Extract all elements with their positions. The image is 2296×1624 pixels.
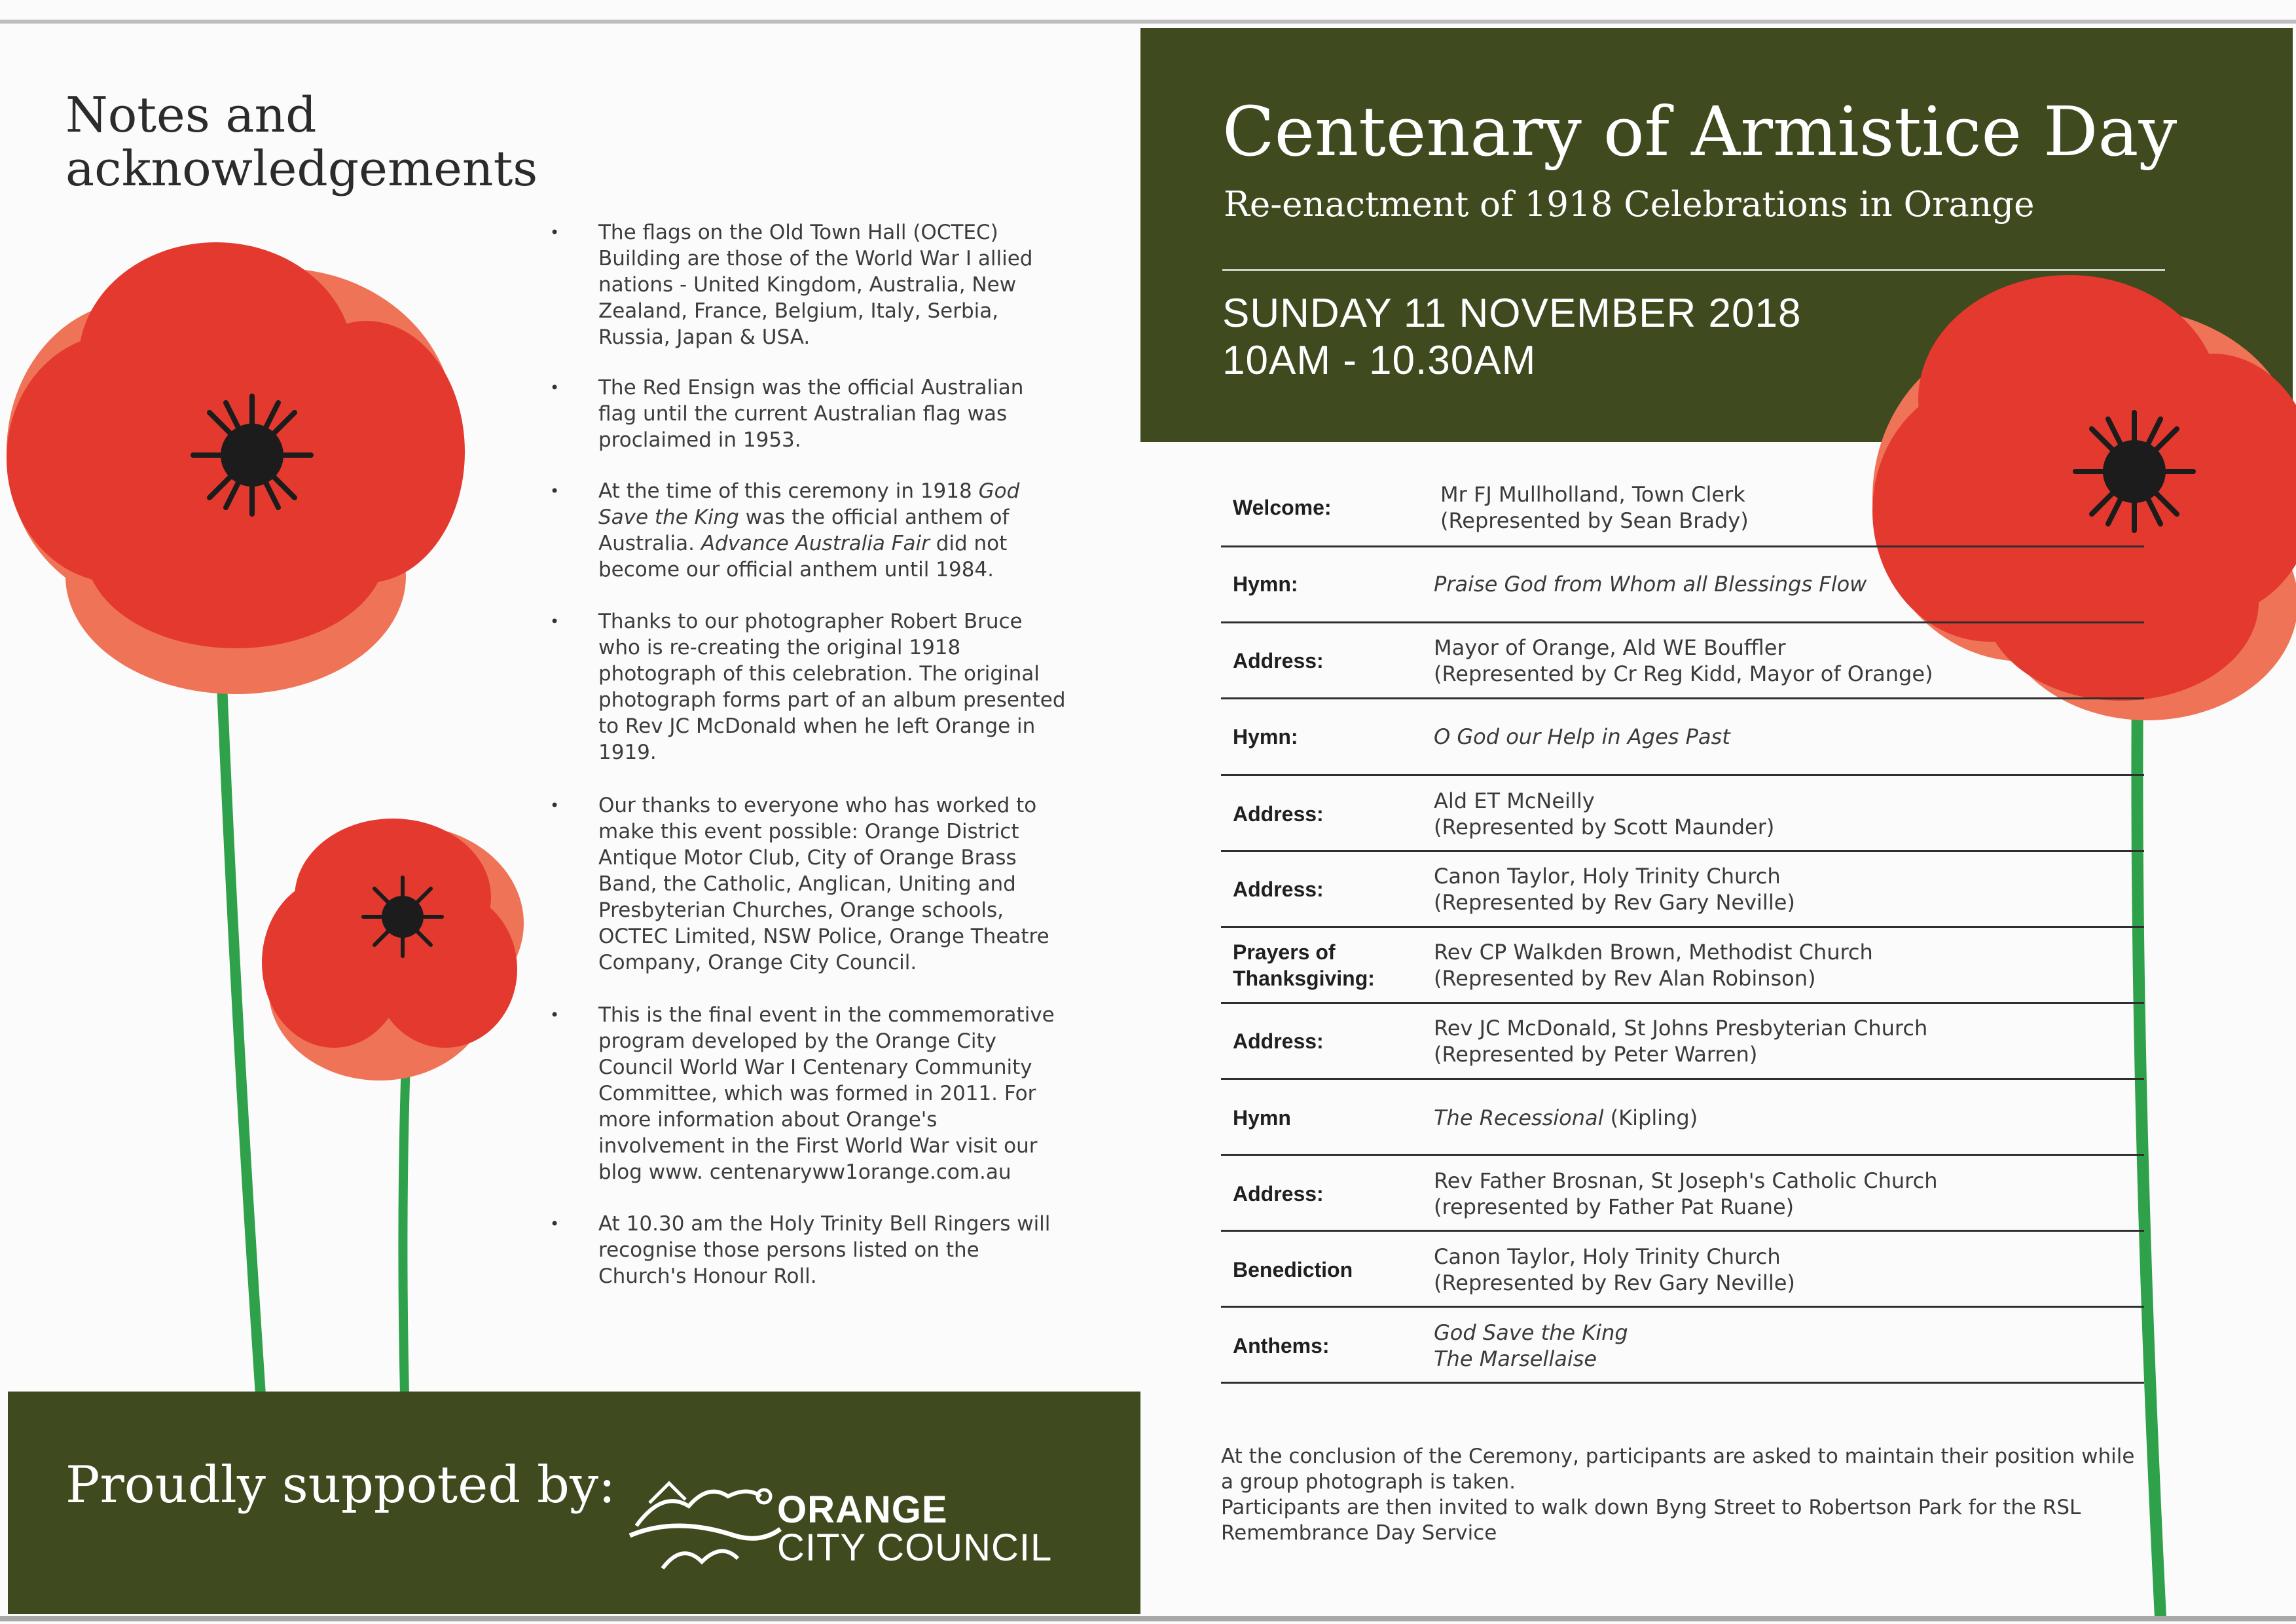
- conclusion-note: [1221, 1444, 2138, 1546]
- program-label: Address:: [1233, 877, 1324, 901]
- program-label: [1233, 939, 1375, 991]
- program-label: Hymn: [1233, 1106, 1291, 1130]
- event-datetime: [1222, 290, 1801, 384]
- note-anthem-name: Advance Australia Fair: [701, 532, 930, 555]
- program-detail: [1434, 724, 1730, 750]
- orange-city-council-logo-icon: [623, 1470, 787, 1575]
- program-label: Address:: [1233, 1182, 1324, 1206]
- program-label: Hymn:: [1233, 725, 1298, 748]
- program-row: [1221, 1004, 2144, 1080]
- program-detail-title: The Recessional: [1434, 1105, 1604, 1130]
- program-detail-line-2: The Marsellaise: [1434, 1346, 1597, 1371]
- program-row: [1221, 623, 2144, 699]
- program-detail-line-1: Ald ET McNeilly: [1434, 788, 1595, 813]
- council-name-line-1: ORANGE: [777, 1488, 948, 1531]
- conclusion-line-1: At the conclusion of the Ceremony, participants are asked to maintain their position while a group photograph is taken.: [1221, 1445, 2135, 1494]
- program-label: Address:: [1233, 649, 1324, 673]
- note-anthem-name: God Save the King: [598, 479, 1020, 529]
- program-detail-line-1: Mr FJ Mullholland, Town Clerk: [1440, 482, 1745, 507]
- program-label: Welcome:: [1233, 496, 1332, 519]
- program-detail-line-2: (Represented by Rev Gary Neville): [1434, 890, 1795, 915]
- program-row: [1221, 852, 2144, 928]
- program-detail-line-1: Canon Taylor, Holy Trinity Church: [1434, 864, 1781, 889]
- note-item: • The flags on the Old Town Hall (OCTEC) Building are those of the World War I allied nations - United Kingdom, Australia, New Zealand, France, Belgium, Italy, Serbia, Russia, Japan & USA.: [550, 219, 1067, 350]
- event-date: SUNDAY 11 NOVEMBER 2018: [1222, 291, 1802, 336]
- program-row: [1221, 928, 2144, 1004]
- program-detail-line-1: Canon Taylor, Holy Trinity Church: [1434, 1244, 1781, 1269]
- note-text: was the official anthem of Australia.: [598, 506, 1010, 555]
- program-detail-line-1: Rev Father Brosnan, St Joseph's Catholic Church: [1434, 1168, 1938, 1193]
- program-label: Benediction: [1233, 1258, 1353, 1282]
- program-detail-author: (Kipling): [1603, 1105, 1698, 1130]
- program-detail: [1434, 1244, 1795, 1296]
- note-item: • Our thanks to everyone who has worked to make this event possible: Orange District Antique Motor Club, City of Orange Brass Band, the Catholic, Anglican, Uniting and Presbyterian Churches, Orange schools, OCTEC Limited, NSW Police, Orange Theatre Company, Orange City Council.: [550, 792, 1067, 976]
- program-detail-line-2: (Represented by Sean Brady): [1440, 508, 1749, 533]
- program-label: Address:: [1233, 802, 1324, 826]
- program-detail-line-2: (Represented by Rev Gary Neville): [1434, 1270, 1795, 1295]
- program-detail: [1434, 1320, 1628, 1372]
- program-detail-line-2: (represented by Father Pat Ruane): [1434, 1194, 1795, 1219]
- program-detail-line-1: Rev JC McDonald, St Johns Presbyterian Church: [1434, 1016, 1928, 1041]
- council-name-line-2: CITY COUNCIL: [777, 1526, 1053, 1569]
- scan-edge-top: [0, 20, 2296, 24]
- poppy-large-icon: [7, 242, 465, 1395]
- conclusion-line-2: Participants are then invited to walk down Byng Street to Robertson Park for the RSL Remembrance Day Service: [1221, 1496, 2081, 1545]
- program-detail-line-1: Rev CP Walkden Brown, Methodist Church: [1434, 940, 1873, 965]
- program-detail: [1434, 1105, 1698, 1131]
- program-detail: [1434, 1015, 1927, 1067]
- event-title: Centenary of Armistice Day: [1222, 92, 2178, 172]
- note-item: • The Red Ensign was the official Australian flag until the current Australian flag was proclaimed in 1953.: [550, 375, 1067, 453]
- program-row: [1221, 1080, 2144, 1156]
- note-item: [550, 478, 1067, 583]
- event-subtitle: Re-enactment of 1918 Celebrations in Orange: [1224, 185, 2035, 225]
- program-row: [1221, 1156, 2144, 1232]
- council-name: [777, 1488, 1053, 1569]
- program-detail-line-2: (Represented by Cr Reg Kidd, Mayor of Orange): [1434, 661, 1933, 686]
- notes-title-line-1: Notes and: [65, 87, 317, 143]
- program-detail: [1440, 481, 1749, 534]
- program-label: Anthems:: [1233, 1334, 1330, 1357]
- poppy-small-icon: [262, 819, 524, 1395]
- program-label: Address:: [1233, 1029, 1324, 1053]
- program-detail: [1434, 635, 1933, 687]
- scan-edge-bottom: [0, 1616, 2296, 1621]
- program-detail: [1434, 863, 1795, 915]
- program-row: [1221, 1232, 2144, 1308]
- program-detail-line-1: God Save the King: [1434, 1320, 1628, 1345]
- program-detail: [1434, 571, 1867, 597]
- notes-title: [65, 88, 563, 196]
- note-text: did not become our official anthem until 1984.: [598, 532, 1008, 581]
- program-label: Hymn:: [1233, 572, 1298, 596]
- program-row: [1221, 1308, 2144, 1384]
- program-detail: [1434, 1168, 1937, 1220]
- program-detail: [1434, 788, 1774, 840]
- program-label-line-1: Prayers of: [1233, 940, 1336, 964]
- program-detail-line-1: Mayor of Orange, Ald WE Bouffler: [1434, 635, 1786, 660]
- program-detail-line-1: O God our Help in Ages Past: [1434, 724, 1730, 749]
- note-item: • Thanks to our photographer Robert Bruce who is re-creating the original 1918 photograph of this celebration. The original photograph forms part of an album presented to Rev JC McDonald when he left Orange in 1919.: [550, 608, 1067, 766]
- note-item: • At 10.30 am the Holy Trinity Bell Ringers will recognise those persons listed on the Church's Honour Roll.: [550, 1211, 1067, 1289]
- note-text: At the time of this ceremony in 1918: [598, 479, 979, 503]
- program-detail-line-2: (Represented by Scott Maunder): [1434, 815, 1775, 840]
- sponsor-band: [8, 1392, 1140, 1614]
- program-detail-line-2: (Represented by Peter Warren): [1434, 1042, 1758, 1067]
- sponsor-label: Proudly suppoted by:: [65, 1456, 616, 1515]
- program-detail: [1434, 939, 1873, 991]
- poppy-illustration-left: [0, 236, 563, 1395]
- program-row: [1221, 547, 2144, 623]
- program-detail-line-1: Praise God from Whom all Blessings Flow: [1434, 572, 1867, 597]
- notes-title-line-2: acknowledgements: [65, 141, 538, 197]
- note-item: • This is the final event in the commemorative program developed by the Orange City Council World War I Centenary Community Committee, which was formed in 2011. For more information about Orange's involvement in the First World War visit our blog www. centenaryww1orange.com.au: [550, 1002, 1067, 1185]
- program-detail-line-2: (Represented by Rev Alan Robinson): [1434, 966, 1816, 991]
- program-row: [1221, 468, 2144, 547]
- program-row: [1221, 699, 2144, 776]
- program-label-line-2: Thanksgiving:: [1233, 967, 1375, 990]
- notes-list: [550, 219, 1067, 1289]
- event-time: 10AM - 10.30AM: [1222, 338, 1537, 383]
- program-row: [1221, 776, 2144, 852]
